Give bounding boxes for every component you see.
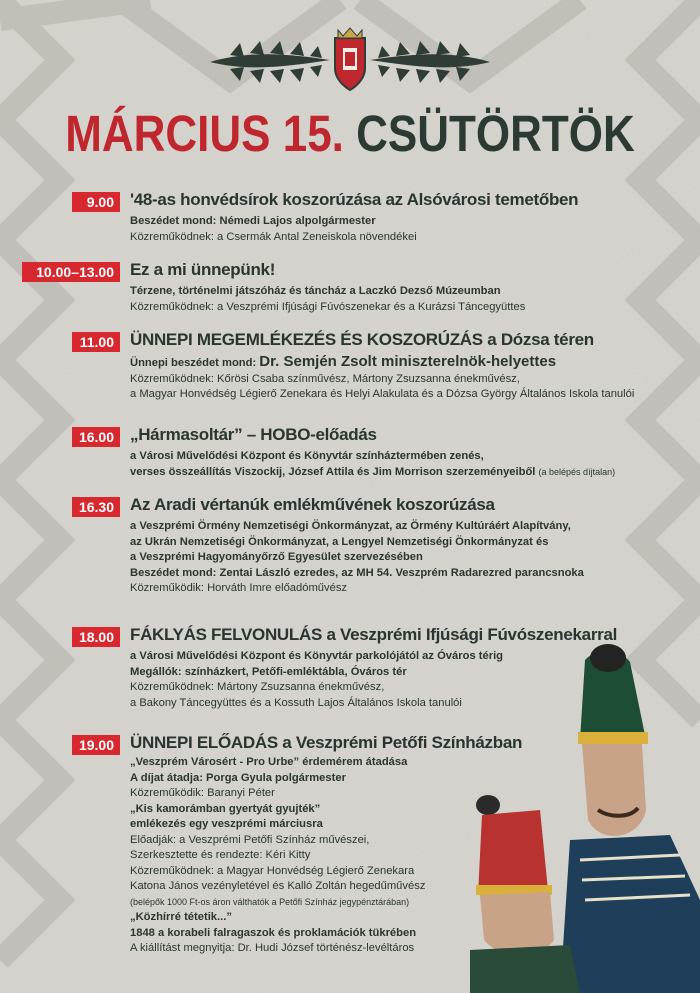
event-line: „Veszprém Városért - Pro Urbe” érdemérem átadása: [130, 756, 408, 768]
event-heading: [130, 330, 594, 350]
event-time: 16.00: [72, 427, 120, 447]
event-heading: „Hármasoltár” – HOBO-előadás: [130, 425, 377, 444]
event-line: Katona János vezényletével és Kalló Zoltán hegedűművész: [130, 880, 426, 892]
title-day: CSÜTÖRTÖK: [356, 106, 635, 163]
event-time: 16.30: [72, 497, 120, 517]
event-line: Közreműködnek: Kőrösi Csaba színművész, Mártony Zsuzsanna énekművész,: [130, 372, 520, 385]
event-line: a Veszprémi Örmény Nemzetiségi Önkormányzat, az Örmény Kultúráért Alapítvány,: [130, 520, 571, 532]
event-line: a Városi Művelődési Központ és Könyvtár színháztermében zenés,: [130, 450, 484, 462]
event-line: Térzene, történelmi játszóház és táncház a Laczkó Dezső Múzeumban: [130, 285, 501, 297]
event-time: 10.00–13.00: [22, 262, 120, 282]
event-note: (a belépés díjtalan): [538, 466, 616, 477]
event-line: Közreműködnek: a Csermák Antal Zeneiskola növendékei: [130, 230, 417, 243]
event-heading-bold: ÜNNEPI ELŐADÁS: [130, 733, 278, 752]
event-heading-rest: a Veszprémi Ifjúsági Fúvószenekarral: [322, 625, 618, 644]
event-line: emlékezés egy veszprémi márciusra: [130, 818, 323, 830]
event-line: 1848 a korabeli falragaszok és proklamációk tükrében: [130, 926, 417, 939]
event-line: a Magyar Honvédség Légierő Zenekara és Helyi Alakulata és a Dózsa György Általános Iskola tanulói: [130, 388, 635, 400]
event-line: Beszédet mond: Zentai László ezredes, az MH 54. Veszprém Radarezred parancsnoka: [130, 566, 584, 579]
event-time: 19.00: [72, 735, 120, 755]
event-line: Közreműködik: Baranyi Péter: [130, 787, 275, 799]
event-line: Közreműködik: Horváth Imre előadóművész: [130, 582, 348, 594]
event-line: Megállók: színházkert, Petőfi-emléktábla, Óváros tér: [130, 665, 407, 678]
page-title: [0, 106, 700, 164]
event-line: Beszédet mond: Némedi Lajos alpolgármester: [130, 215, 376, 227]
event-heading: Az Aradi vértanúk emlékművének koszorúzása: [130, 495, 495, 514]
hussar-soldiers-illustration: [470, 640, 700, 993]
event-time: 9.00: [72, 192, 120, 212]
event-line: Közreműködnek: a Veszprémi Ifjúsági Fúvószenekar és a Kurázsi Táncegyüttes: [130, 300, 526, 313]
event-line: verses összeállítás Viszockij, József Attila és Jim Morrison szerzeményeiből: [130, 465, 536, 478]
title-date: MÁRCIUS 15.: [65, 106, 344, 163]
event-line: „Közhírré tétetik...”: [130, 911, 232, 923]
coat-of-arms-emblem: [190, 20, 510, 100]
event-line: Közreműködnek: a Magyar Honvédség Légierő Zenekara: [130, 864, 415, 877]
speech-name: Dr. Semjén Zsolt miniszterelnök-helyettes: [259, 353, 557, 370]
event-line: (belépők 1000 Ft-os áron válthatók a Petőfi Színház jegypénztárában): [130, 896, 410, 907]
event-line: Közreműködnek: Mártony Zsuzsanna énekművész,: [130, 681, 385, 693]
event-line: a Városi Művelődési Központ és Könyvtár parkolójától az Óváros térig: [130, 650, 504, 662]
event-line: A kiállítást megnyitja: Dr. Hudi József történész-levéltáros: [130, 942, 415, 954]
event-heading: [130, 733, 522, 753]
event-time: 18.00: [72, 627, 120, 647]
event-heading: '48-as honvédsírok koszorúzása az Alsóvárosi temetőben: [130, 190, 579, 209]
event-heading: Ez a mi ünnepünk!: [130, 260, 276, 279]
event-line: A díjat átadja: Porga Gyula polgármester: [130, 771, 346, 784]
event-time: 11.00: [72, 332, 120, 352]
event-line: a Veszprémi Hagyományőrző Egyesület szervezésében: [130, 551, 423, 563]
event-heading-rest: a Dózsa téren: [482, 330, 594, 349]
event-heading-bold: ÜNNEPI MEGEMLÉKEZÉS ÉS KOSZORÚZÁS: [130, 330, 483, 349]
event-line: Előadják: a Veszprémi Petőfi Színház művészei,: [130, 833, 370, 846]
event-line: Szerkesztette és rendezte: Kéri Kitty: [130, 849, 311, 861]
event-heading-bold: FÁKLYÁS FELVONULÁS: [130, 625, 323, 644]
event-line: az Ukrán Nemzetiségi Önkormányzat, a Lengyel Nemzetiségi Önkormányzat és: [130, 535, 549, 548]
event-speech: [130, 354, 634, 372]
speech-label: Ünnepi beszédet mond:: [130, 357, 260, 369]
event-heading-rest: a Veszprémi Petőfi Színházban: [277, 733, 523, 752]
event-line: „Kis kamorámban gyertyát gyujték”: [130, 802, 321, 815]
event-line: a Bakony Táncegyüttes és a Kossuth Lajos Általános Iskola tanulói: [130, 696, 462, 709]
